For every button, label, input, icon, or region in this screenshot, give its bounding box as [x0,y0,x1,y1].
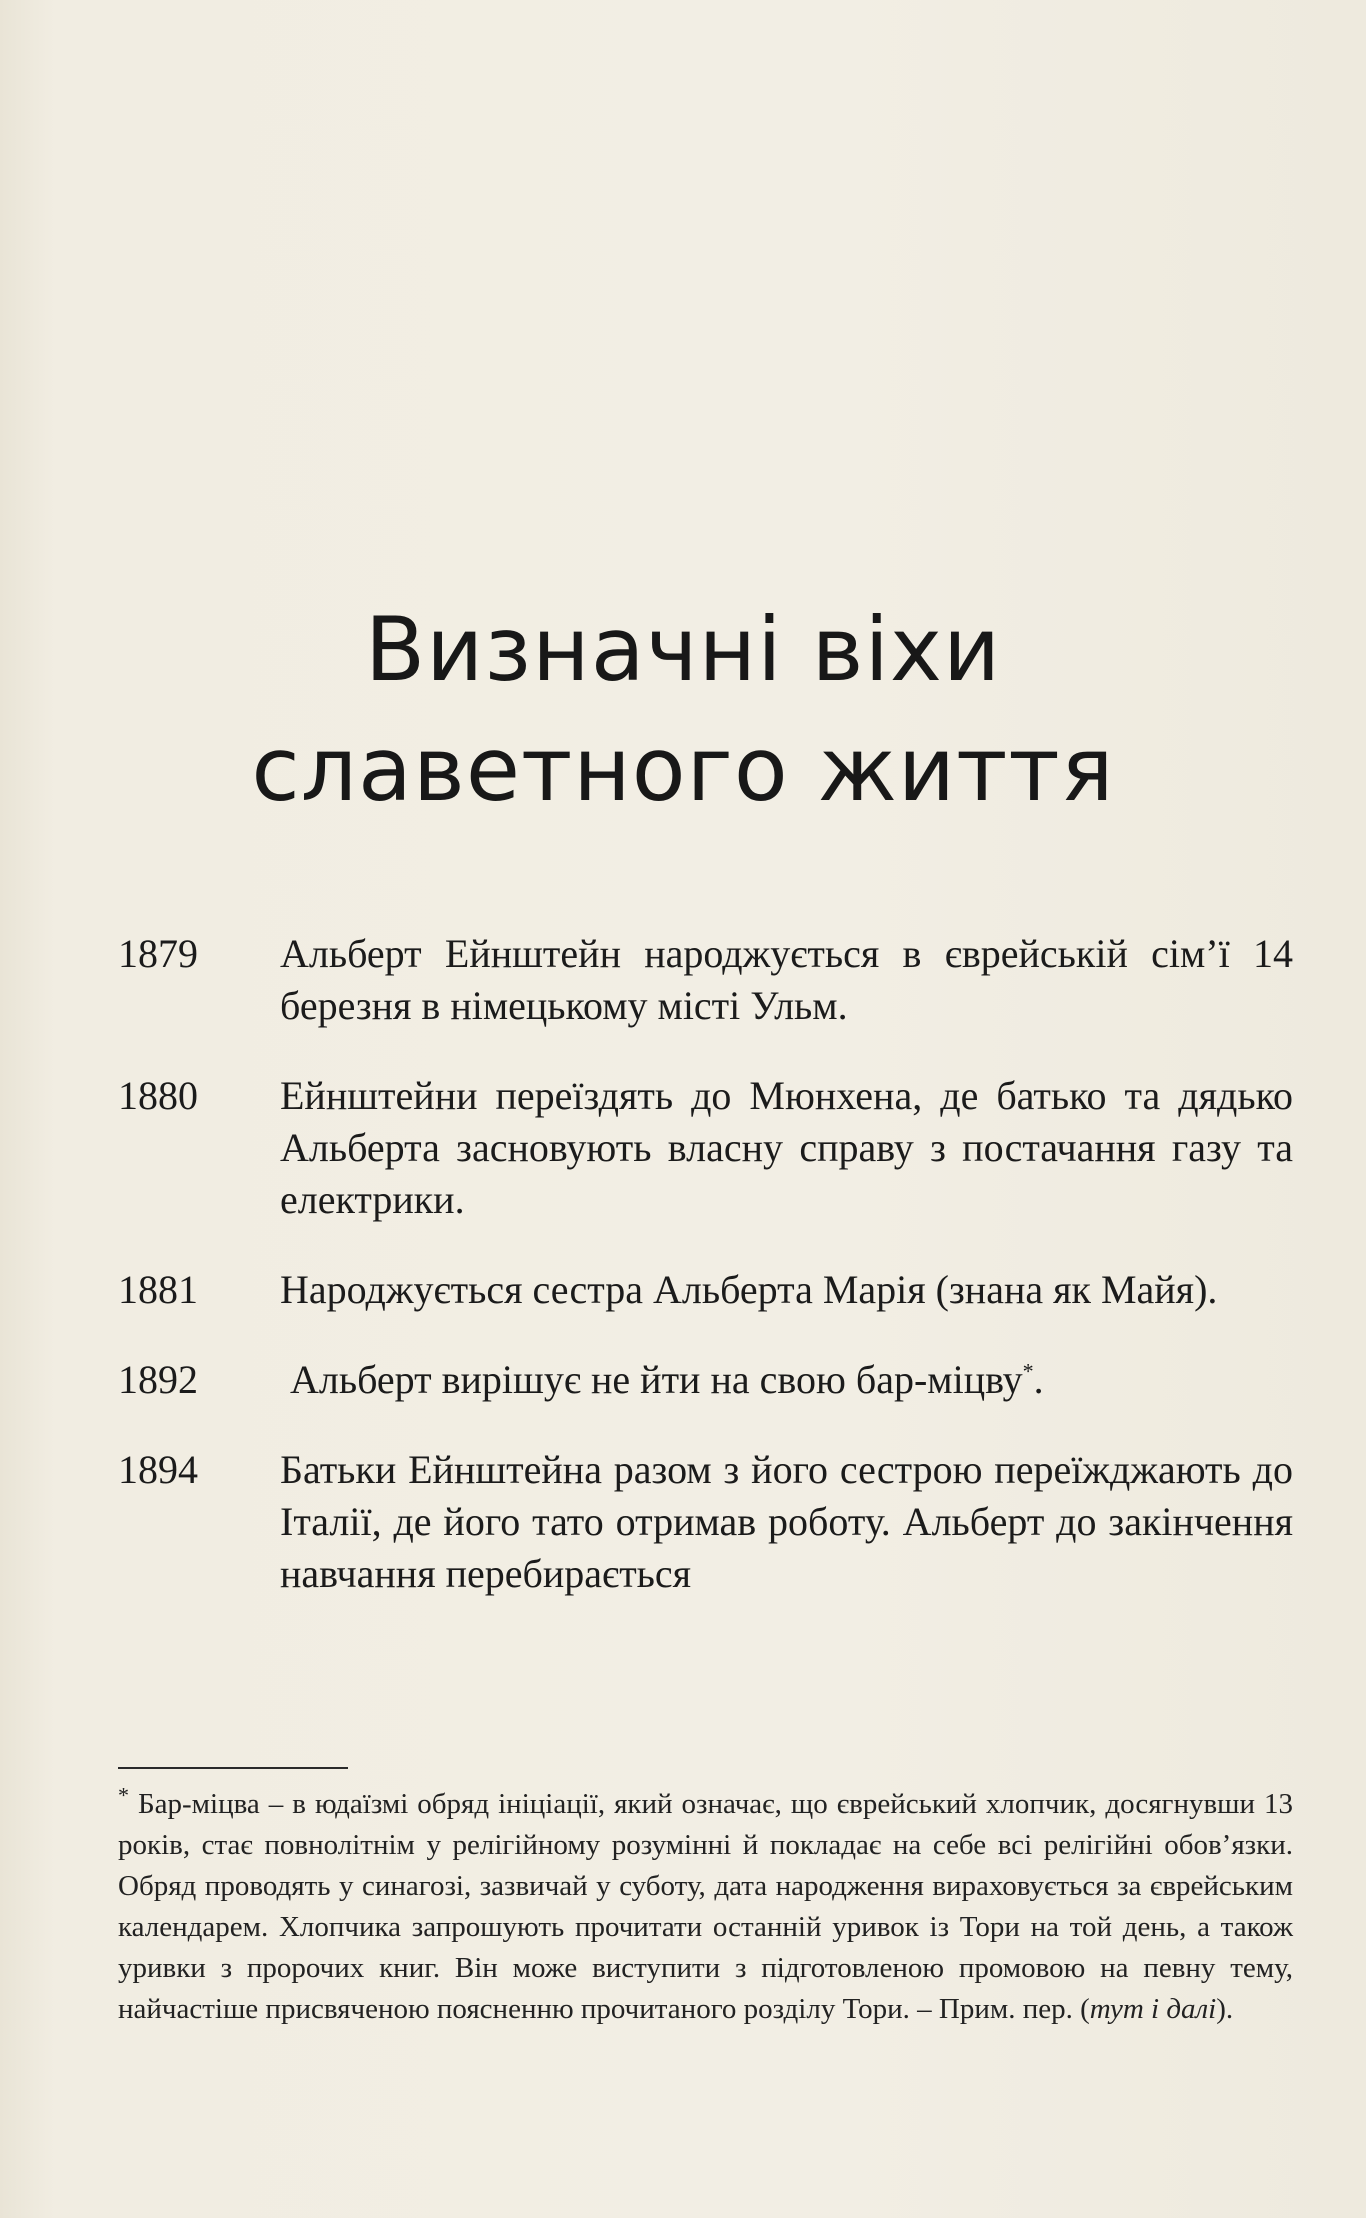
entry-text: Батьки Ейнштейна разом з його сестрою переїжджають до Італії, де його тато отримав роботу. Альберт до закінчення навчання перебирається [280,1447,1293,1596]
entry-text: Народжується сестра Альберта Марія (знана як Майя). [280,1267,1218,1312]
footnote-divider [118,1767,348,1769]
chapter-title-line-2: славетного життя [251,718,1115,821]
entry-year: 1881 [118,1267,198,1312]
timeline-entry-1881 [118,1264,1293,1316]
footnote-close: ). [1216,1993,1234,2025]
entry-text: Альберт вирішує не йти на свою бар-міцву [290,1357,1023,1402]
entry-year: 1880 [118,1073,198,1118]
timeline-entry-1879 [118,928,1293,1032]
timeline-entry-1892 [118,1354,1293,1406]
timeline-entry-1894 [118,1444,1293,1600]
footnote [118,1784,1293,2030]
entry-text: Альберт Ейнштейн народжується в єврейській сім’ї 14 березня в німецькому місті Ульм. [280,931,1293,1028]
entry-text: Ейнштейни переїздять до Мюнхена, де батько та дядько Альберта засновують власну справу з постачання газу та електрики. [280,1073,1293,1222]
entry-year: 1879 [118,931,198,976]
footnote-reference[interactable]: * [1022,1358,1034,1384]
chapter-title-line-1: Визначні віхи [364,598,1002,701]
entry-year: 1892 [118,1357,198,1402]
footnote-italic: тут і далі [1089,1993,1217,2025]
entry-text-wrapper: Альберт вирішує не йти на свою бар-міцву*. [290,1357,1044,1402]
timeline-list [118,928,1293,1638]
footnote-mark: * [118,1782,129,1808]
entry-year: 1894 [118,1447,198,1492]
footnote-text: Бар-міцва – в юдаїзмі обряд ініціації, який означає, що єврейський хлопчик, досягнувши 13 років, стає повнолітнім у релігійному розумінні й покладає на себе всі релігійні обов’язки. Обряд проводять у синагозі, зазвичай у суботу, дата народження вираховується за єврейським календарем. Хлопчика запрошують прочитати останній уривок із Тори на той день, а також уривки з пророчих книг. Він може виступити з підготовленою промовою на певну тему, найчастіше присвяченою поясненню прочитаного розділу Тори. – Прим. пер. ( [118,1788,1294,2025]
timeline-entry-1880 [118,1070,1293,1226]
